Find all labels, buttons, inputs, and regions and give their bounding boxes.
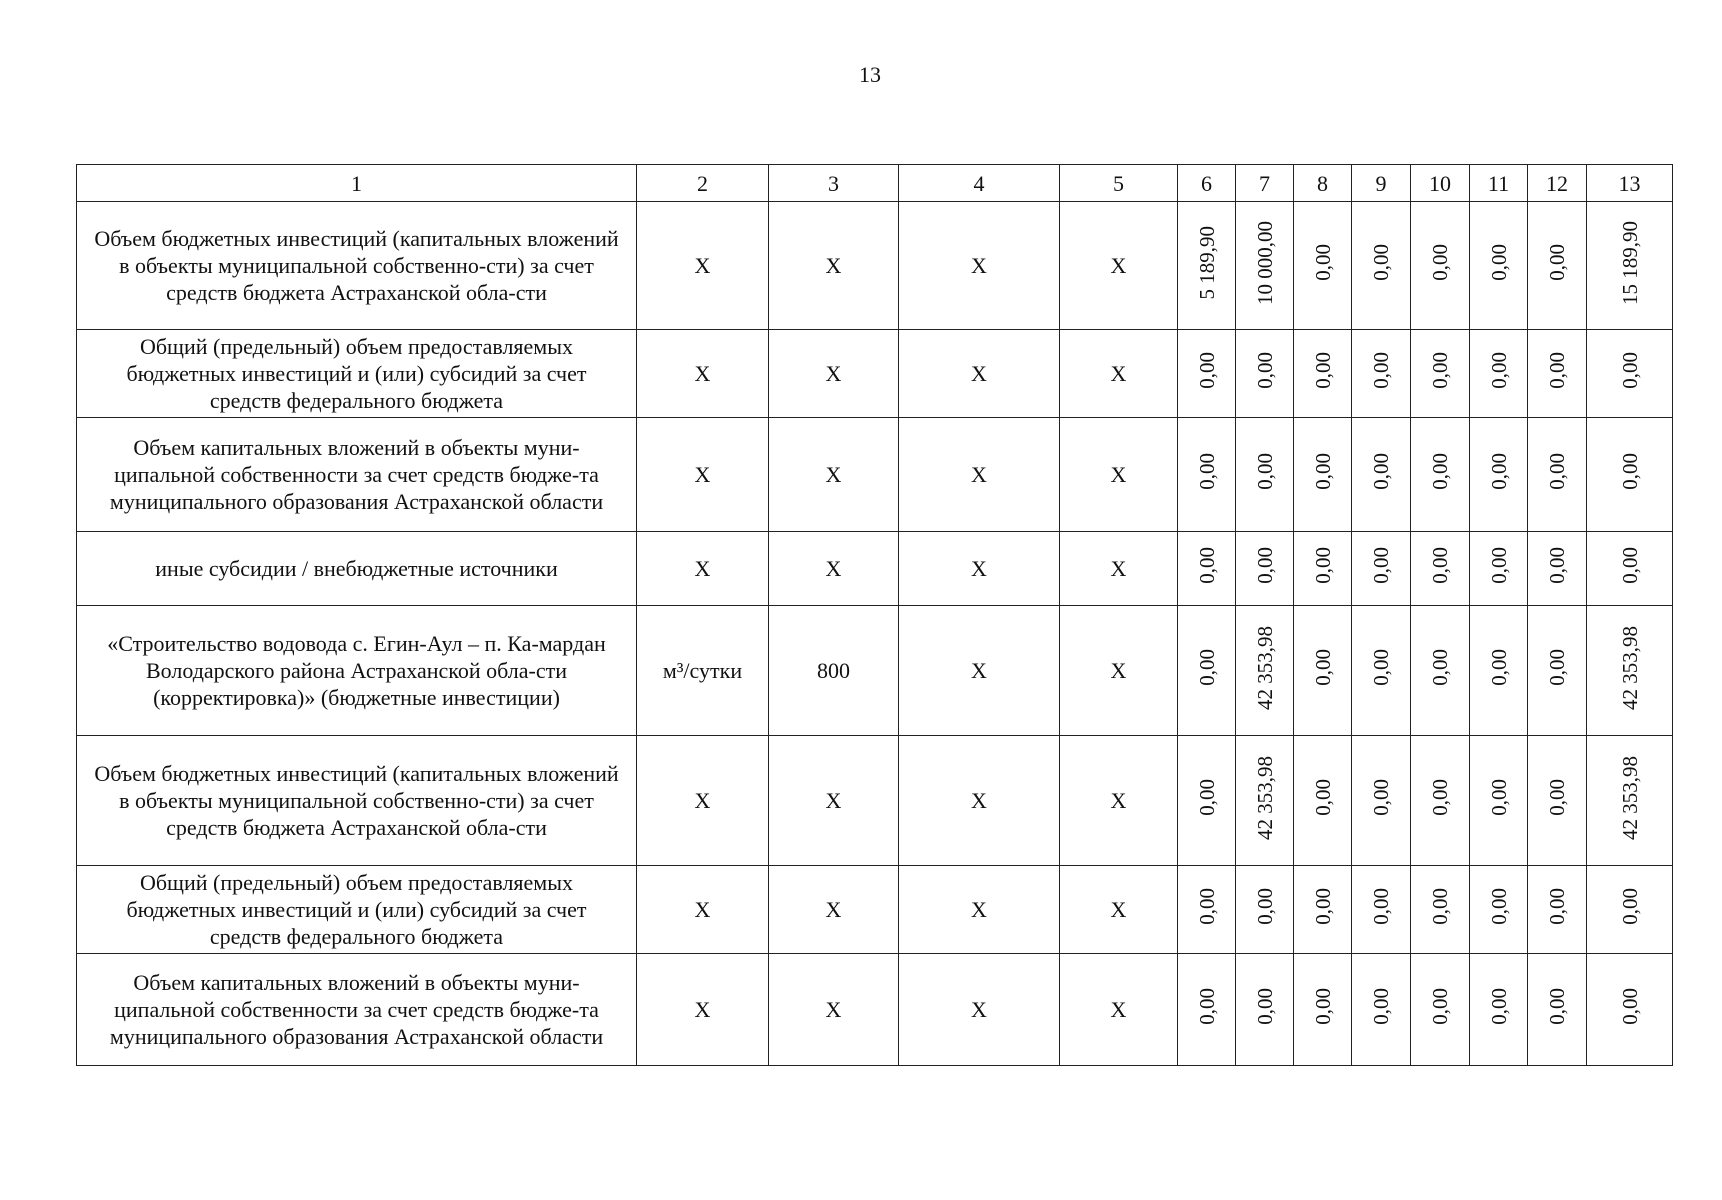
value-text: 42 353,98: [1617, 755, 1642, 840]
value-text: 0,00: [1310, 547, 1335, 584]
row-description: Общий (предельный) объем предоставляемых бюджетных инвестиций и (или) субсидий за счет средств федерального бюджета: [77, 330, 637, 418]
value-text: 15 189,90: [1617, 220, 1642, 305]
cell-col-2: X: [637, 866, 769, 954]
value-cell-col-10: [1411, 330, 1470, 418]
value-cell-col-12: [1528, 330, 1587, 418]
cell-col-5: X: [1060, 532, 1178, 606]
value-text: 0,00: [1617, 453, 1642, 490]
value-text: 0,00: [1194, 988, 1219, 1025]
table-row: [77, 202, 1673, 330]
header-cell: 7: [1236, 165, 1294, 202]
table-body: [77, 165, 1673, 1066]
value-cell-col-12: [1528, 736, 1587, 866]
value-text: 0,00: [1486, 453, 1511, 490]
value-cell-col-11: [1470, 532, 1528, 606]
value-text: 0,00: [1545, 453, 1569, 490]
value-cell-col-7: [1236, 532, 1294, 606]
value-cell-col-7: [1236, 954, 1294, 1066]
value-cell-col-11: [1470, 202, 1528, 330]
value-cell-col-11: [1470, 866, 1528, 954]
value-text: 0,00: [1486, 244, 1511, 281]
cell-col-5: X: [1060, 954, 1178, 1066]
header-cell: 2: [637, 165, 769, 202]
table-row: [77, 954, 1673, 1066]
value-text: 0,00: [1545, 649, 1569, 686]
value-cell-col-13: [1587, 866, 1673, 954]
value-cell-col-6: [1178, 606, 1236, 736]
value-cell-col-12: [1528, 954, 1587, 1066]
value-text: 0,00: [1310, 244, 1335, 281]
value-cell-col-10: [1411, 866, 1470, 954]
cell-col-4: X: [899, 606, 1060, 736]
value-cell-col-10: [1411, 606, 1470, 736]
value-text: 0,00: [1369, 453, 1393, 490]
value-cell-col-11: [1470, 736, 1528, 866]
value-cell-col-7: [1236, 606, 1294, 736]
cell-col-4: X: [899, 330, 1060, 418]
cell-col-4: X: [899, 202, 1060, 330]
value-cell-col-8: [1294, 330, 1352, 418]
cell-col-4: X: [899, 954, 1060, 1066]
header-cell: 9: [1352, 165, 1411, 202]
value-cell-col-12: [1528, 202, 1587, 330]
value-cell-col-12: [1528, 532, 1587, 606]
value-cell-col-6: [1178, 866, 1236, 954]
value-cell-col-13: [1587, 606, 1673, 736]
cell-col-5: X: [1060, 606, 1178, 736]
value-text: 0,00: [1369, 649, 1393, 686]
value-cell-col-9: [1352, 736, 1411, 866]
value-text: 0,00: [1310, 453, 1335, 490]
value-cell-col-10: [1411, 202, 1470, 330]
value-text: 0,00: [1428, 988, 1452, 1025]
value-cell-col-6: [1178, 736, 1236, 866]
cell-col-3: X: [769, 736, 899, 866]
value-cell-col-12: [1528, 418, 1587, 532]
cell-col-5: X: [1060, 202, 1178, 330]
value-text: 0,00: [1428, 352, 1452, 389]
value-cell-col-9: [1352, 606, 1411, 736]
row-description: Объем капитальных вложений в объекты муни-ципальной собственности за счет средств бюдже-та муниципального образования Астраханской области: [77, 954, 637, 1066]
value-cell-col-12: [1528, 866, 1587, 954]
header-row: [77, 165, 1673, 202]
value-text: 0,00: [1486, 888, 1511, 925]
value-text: 0,00: [1545, 888, 1569, 925]
cell-col-3: X: [769, 418, 899, 532]
cell-col-4: X: [899, 866, 1060, 954]
value-cell-col-13: [1587, 736, 1673, 866]
header-cell: 12: [1528, 165, 1587, 202]
value-cell-col-8: [1294, 202, 1352, 330]
cell-col-5: X: [1060, 330, 1178, 418]
header-cell: 10: [1411, 165, 1470, 202]
table-row: [77, 532, 1673, 606]
value-cell-col-10: [1411, 954, 1470, 1066]
cell-col-5: X: [1060, 866, 1178, 954]
value-text: 0,00: [1369, 779, 1393, 816]
cell-col-4: X: [899, 532, 1060, 606]
value-cell-col-7: [1236, 866, 1294, 954]
value-cell-col-8: [1294, 954, 1352, 1066]
value-text: 0,00: [1428, 888, 1452, 925]
table-row: [77, 606, 1673, 736]
value-text: 0,00: [1310, 779, 1335, 816]
cell-col-2: м³/сутки: [637, 606, 769, 736]
table-row: [77, 418, 1673, 532]
table-row: [77, 866, 1673, 954]
cell-col-2: X: [637, 954, 769, 1066]
value-cell-col-6: [1178, 418, 1236, 532]
value-cell-col-7: [1236, 202, 1294, 330]
header-cell: 3: [769, 165, 899, 202]
header-cell: 1: [77, 165, 637, 202]
value-cell-col-8: [1294, 532, 1352, 606]
value-text: 0,00: [1369, 888, 1393, 925]
value-cell-col-8: [1294, 606, 1352, 736]
value-cell-col-6: [1178, 330, 1236, 418]
header-cell: 13: [1587, 165, 1673, 202]
value-text: 0,00: [1310, 649, 1335, 686]
header-cell: 8: [1294, 165, 1352, 202]
value-text: 0,00: [1428, 453, 1452, 490]
value-text: 0,00: [1252, 547, 1277, 584]
value-text: 0,00: [1194, 649, 1219, 686]
value-cell-col-10: [1411, 418, 1470, 532]
value-cell-col-11: [1470, 606, 1528, 736]
value-text: 0,00: [1486, 779, 1511, 816]
value-text: 0,00: [1310, 888, 1335, 925]
value-text: 0,00: [1428, 649, 1452, 686]
value-cell-col-13: [1587, 954, 1673, 1066]
cell-col-3: 800: [769, 606, 899, 736]
cell-col-3: X: [769, 954, 899, 1066]
cell-col-4: X: [899, 418, 1060, 532]
value-text: 10 000,00: [1252, 220, 1277, 305]
row-description: Объем бюджетных инвестиций (капитальных вложений в объекты муниципальной собственно-сти) за счет средств бюджета Астраханской обла-сти: [77, 736, 637, 866]
value-text: 0,00: [1194, 779, 1219, 816]
cell-col-3: X: [769, 532, 899, 606]
value-cell-col-8: [1294, 418, 1352, 532]
value-cell-col-7: [1236, 330, 1294, 418]
value-text: 0,00: [1545, 352, 1569, 389]
value-cell-col-12: [1528, 606, 1587, 736]
value-text: 0,00: [1545, 988, 1569, 1025]
table-row: [77, 330, 1673, 418]
value-text: 0,00: [1194, 352, 1219, 389]
value-text: 0,00: [1428, 244, 1452, 281]
value-cell-col-8: [1294, 866, 1352, 954]
value-cell-col-9: [1352, 330, 1411, 418]
row-description: иные субсидии / внебюджетные источники: [77, 532, 637, 606]
row-description: Объем бюджетных инвестиций (капитальных вложений в объекты муниципальной собственно-сти) за счет средств бюджета Астраханской обла-сти: [77, 202, 637, 330]
row-description: Общий (предельный) объем предоставляемых бюджетных инвестиций и (или) субсидий за счет средств федерального бюджета: [77, 866, 637, 954]
value-text: 0,00: [1428, 547, 1452, 584]
cell-col-5: X: [1060, 736, 1178, 866]
cell-col-3: X: [769, 330, 899, 418]
value-cell-col-9: [1352, 532, 1411, 606]
cell-col-3: X: [769, 202, 899, 330]
value-text: 0,00: [1369, 352, 1393, 389]
value-text: 0,00: [1194, 453, 1219, 490]
value-text: 0,00: [1486, 649, 1511, 686]
value-cell-col-6: [1178, 532, 1236, 606]
value-cell-col-9: [1352, 954, 1411, 1066]
value-cell-col-6: [1178, 954, 1236, 1066]
cell-col-2: X: [637, 736, 769, 866]
value-cell-col-13: [1587, 330, 1673, 418]
cell-col-5: X: [1060, 418, 1178, 532]
value-cell-col-13: [1587, 202, 1673, 330]
value-text: 42 353,98: [1252, 625, 1277, 710]
cell-col-2: X: [637, 330, 769, 418]
value-text: 0,00: [1486, 988, 1511, 1025]
value-text: 0,00: [1428, 779, 1452, 816]
value-text: 0,00: [1252, 988, 1277, 1025]
value-text: 42 353,98: [1252, 755, 1277, 840]
value-text: 0,00: [1194, 547, 1219, 584]
value-cell-col-9: [1352, 202, 1411, 330]
value-text: 0,00: [1545, 779, 1569, 816]
value-text: 0,00: [1369, 988, 1393, 1025]
cell-col-3: X: [769, 866, 899, 954]
row-description: Объем капитальных вложений в объекты муни-ципальной собственности за счет средств бюдже-та муниципального образования Астраханской области: [77, 418, 637, 532]
value-cell-col-7: [1236, 736, 1294, 866]
cell-col-2: X: [637, 532, 769, 606]
value-text: 0,00: [1545, 244, 1569, 281]
row-description: «Строительство водовода с. Егин-Аул – п. Ка-мардан Володарского района Астраханской обла-сти (корректировка)» (бюджетные инвестиции): [77, 606, 637, 736]
value-text: 0,00: [1310, 988, 1335, 1025]
value-cell-col-8: [1294, 736, 1352, 866]
value-text: 0,00: [1194, 888, 1219, 925]
cell-col-4: X: [899, 736, 1060, 866]
budget-table: [76, 164, 1673, 1066]
value-text: 0,00: [1617, 888, 1642, 925]
value-cell-col-11: [1470, 330, 1528, 418]
value-cell-col-11: [1470, 954, 1528, 1066]
value-cell-col-10: [1411, 736, 1470, 866]
header-cell: 11: [1470, 165, 1528, 202]
value-cell-col-9: [1352, 418, 1411, 532]
cell-col-2: X: [637, 202, 769, 330]
value-text: 0,00: [1617, 547, 1642, 584]
value-cell-col-10: [1411, 532, 1470, 606]
value-text: 0,00: [1617, 352, 1642, 389]
header-cell: 6: [1178, 165, 1236, 202]
header-cell: 4: [899, 165, 1060, 202]
value-cell-col-6: [1178, 202, 1236, 330]
value-text: 0,00: [1252, 352, 1277, 389]
value-text: 0,00: [1310, 352, 1335, 389]
table-row: [77, 736, 1673, 866]
value-text: 0,00: [1486, 352, 1511, 389]
value-text: 0,00: [1252, 453, 1277, 490]
value-text: 0,00: [1252, 888, 1277, 925]
value-text: 0,00: [1369, 547, 1393, 584]
value-cell-col-13: [1587, 532, 1673, 606]
cell-col-2: X: [637, 418, 769, 532]
value-text: 0,00: [1617, 988, 1642, 1025]
header-cell: 5: [1060, 165, 1178, 202]
value-cell-col-7: [1236, 418, 1294, 532]
value-text: 5 189,90: [1194, 225, 1219, 300]
value-cell-col-13: [1587, 418, 1673, 532]
value-cell-col-9: [1352, 866, 1411, 954]
value-text: 42 353,98: [1617, 625, 1642, 710]
value-text: 0,00: [1486, 547, 1511, 584]
page-number: 13: [859, 62, 881, 87]
value-cell-col-11: [1470, 418, 1528, 532]
value-text: 0,00: [1369, 244, 1393, 281]
value-text: 0,00: [1545, 547, 1569, 584]
